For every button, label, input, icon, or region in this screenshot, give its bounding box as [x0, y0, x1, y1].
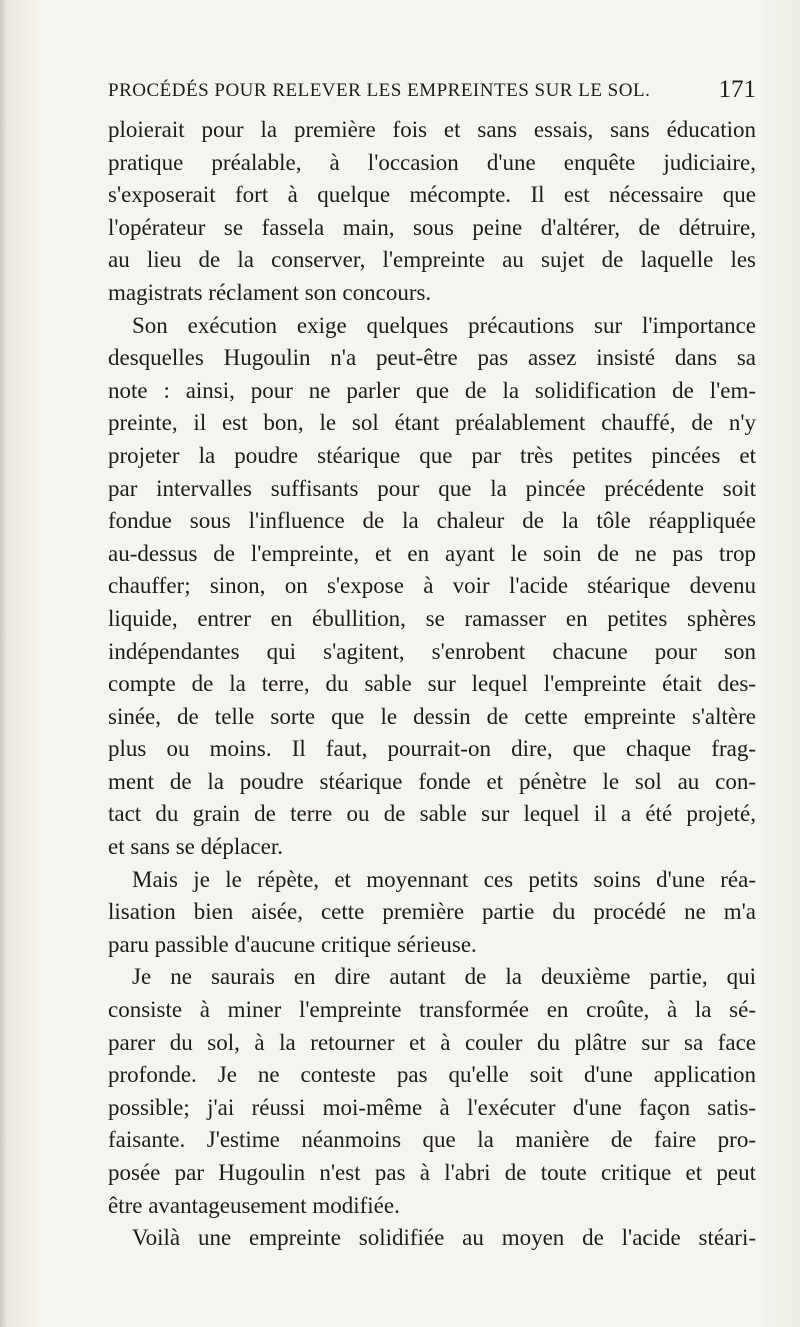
- text-line: sinée, de telle sorte que le dessin de cette empreinte s'altère: [108, 703, 756, 729]
- text-line: ploierait pour la première fois et sans essais, sans éducation: [108, 117, 756, 142]
- text-line: lisation bien aisée, cette première partie du procédé ne m'a: [108, 899, 756, 925]
- text-line: Je ne saurais en dire autant de la deuxième partie, qui: [132, 964, 756, 990]
- text-line: preinte, il est bon, le sol étant préalablement chauffé, de n'y: [108, 410, 756, 436]
- text-line: Voilà une empreinte solidifiée au moyen de l'acide stéari-: [132, 1225, 756, 1251]
- page-binding-edge: [0, 0, 8, 1327]
- paragraph: [108, 114, 756, 310]
- text-line: posée par Hugoulin n'est pas à l'abri de toute critique et peut: [108, 1160, 756, 1185]
- paragraph: [108, 1222, 756, 1255]
- paragraph: [108, 864, 756, 962]
- text-line: s'exposerait fort à quelque mécompte. Il est nécessaire que: [108, 182, 756, 208]
- text-line: consiste à miner l'empreinte transformée en croûte, à la sé-: [108, 997, 756, 1023]
- text-line: projeter la poudre stéarique que par très petites pincées et: [108, 442, 756, 468]
- text-line: Mais je le répète, et moyennant ces petits soins d'une réa-: [132, 866, 756, 892]
- text-line: tact du grain de terre ou de sable sur lequel il a été projeté,: [108, 801, 756, 827]
- text-line: Son exécution exige quelques précautions sur l'importance: [132, 312, 756, 338]
- paragraph: [108, 961, 756, 1222]
- text-line: fondue sous l'influence de la chaleur de la tôle réappliquée: [108, 508, 756, 534]
- text-line: ment de la poudre stéarique fonde et pénètre le sol au con-: [108, 768, 756, 794]
- text-line: être avantageusement modifiée.: [108, 1192, 400, 1218]
- body-text: [108, 114, 756, 1255]
- text-line: liquide, entrer en ébullition, se ramasser en petites sphères: [108, 605, 756, 631]
- text-line: au-dessus de l'empreinte, et en ayant le soin de ne pas trop: [108, 540, 756, 566]
- text-line: possible; j'ai réussi moi-même à l'exécuter d'une façon satis-: [108, 1094, 756, 1120]
- text-line: au lieu de la conserver, l'empreinte au sujet de laquelle les: [108, 247, 756, 273]
- text-line: plus ou moins. Il faut, pourrait-on dire, que chaque frag-: [108, 736, 756, 762]
- text-line: indépendantes qui s'agitent, s'enrobent chacune pour son: [108, 638, 756, 664]
- text-line: faisante. J'estime néanmoins que la manière de faire pro-: [108, 1127, 756, 1153]
- text-line: note : ainsi, pour ne parler que de la solidification de l'em-: [108, 377, 756, 403]
- text-line: chauffer; sinon, on s'expose à voir l'acide stéarique devenu: [108, 573, 756, 599]
- text-line: magistrats réclament son concours.: [108, 279, 432, 305]
- page-number: 171: [718, 76, 756, 103]
- text-line: desquelles Hugoulin n'a peut-être pas assez insisté dans sa: [108, 345, 756, 371]
- text-line: parer du sol, à la retourner et à couler du plâtre sur sa face: [108, 1029, 756, 1055]
- text-line: profonde. Je ne conteste pas qu'elle soit d'une application: [108, 1062, 756, 1088]
- text-line: paru passible d'aucune critique sérieuse.: [108, 931, 477, 957]
- running-title: PROCÉDÉS POUR RELEVER LES EMPREINTES SUR LE SOL.: [108, 80, 651, 101]
- text-line: l'opérateur se fassela main, sous peine d'altérer, de détruire,: [108, 214, 756, 240]
- text-line: par intervalles suffisants pour que la pincée précédente soit: [108, 475, 756, 501]
- text-line: et sans se déplacer.: [108, 834, 283, 860]
- text-line: compte de la terre, du sable sur lequel l'empreinte était des-: [108, 671, 756, 697]
- paragraph: [108, 310, 756, 864]
- text-line: pratique préalable, à l'occasion d'une enquête judiciaire,: [108, 149, 756, 175]
- page-header: [108, 76, 756, 110]
